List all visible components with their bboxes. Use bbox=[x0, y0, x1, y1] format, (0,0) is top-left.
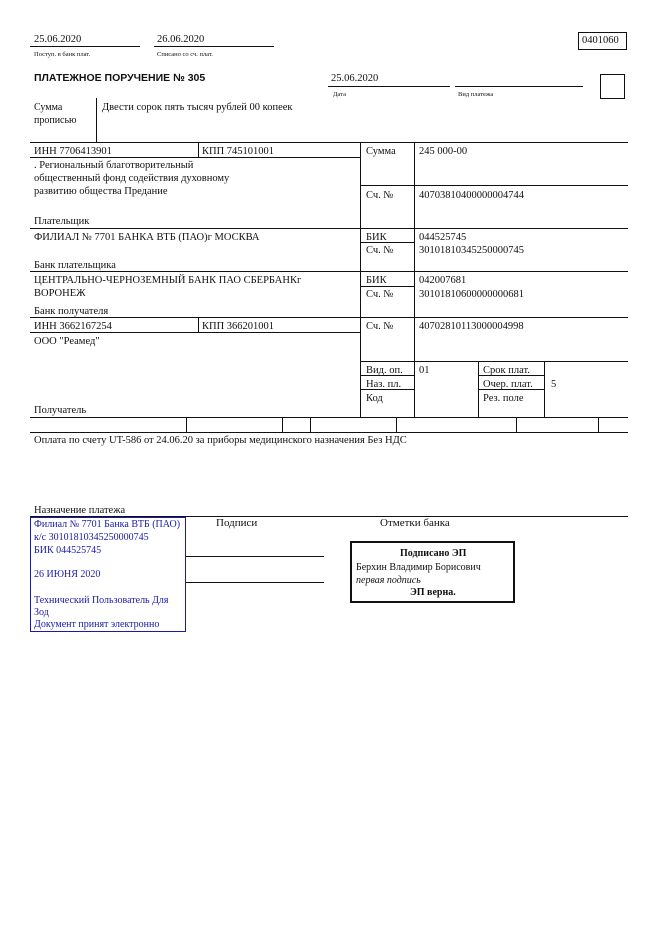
divider bbox=[478, 375, 544, 376]
e-signature-box bbox=[350, 541, 515, 603]
bank-stamp bbox=[30, 517, 186, 632]
payer-account-label: Сч. № bbox=[366, 190, 394, 201]
e-signature-signer: Берхин Владимир Борисович bbox=[356, 562, 481, 573]
page-title: ПЛАТЕЖНОЕ ПОРУЧЕНИЕ № 305 bbox=[34, 72, 206, 84]
divider bbox=[198, 317, 199, 332]
divider bbox=[516, 417, 517, 432]
bank-marks-label: Отметки банка bbox=[380, 517, 450, 529]
payer-bank-label: Банк плательщика bbox=[34, 260, 116, 271]
stamp-line: Зод bbox=[34, 607, 49, 618]
amount-words: Двести сорок пять тысяч рублей 00 копеек bbox=[102, 102, 293, 113]
divider bbox=[360, 242, 414, 243]
divider bbox=[282, 417, 283, 432]
payer-bank-bik: 044525745 bbox=[419, 232, 467, 243]
divider bbox=[360, 361, 628, 362]
sum-value: 245 000-00 bbox=[419, 146, 468, 157]
divider bbox=[30, 157, 360, 158]
recipient-bank-bik: 042007681 bbox=[419, 275, 467, 286]
divider bbox=[455, 86, 583, 87]
divider bbox=[30, 332, 360, 333]
divider bbox=[360, 375, 414, 376]
recipient-bank-name-line: ВОРОНЕЖ bbox=[34, 288, 86, 299]
divider bbox=[414, 142, 415, 417]
divider bbox=[360, 286, 414, 287]
stamp-line: к/с 30101810345250000745 bbox=[34, 532, 149, 543]
divider bbox=[360, 389, 414, 390]
form-code: 0401060 bbox=[582, 35, 619, 46]
divider bbox=[30, 46, 140, 47]
divider bbox=[310, 417, 311, 432]
stamp-line: Документ принят электронно bbox=[34, 619, 160, 630]
recipient-bank-account-label: Сч. № bbox=[366, 289, 394, 300]
recipient-inn: ИНН 3662167254 bbox=[34, 321, 112, 332]
divider bbox=[360, 185, 628, 186]
payer-bank-name: ФИЛИАЛ № 7701 БАНКА ВТБ (ПАО)г МОСКВА bbox=[34, 232, 260, 243]
recipient-bank-label: Банк получателя bbox=[34, 306, 109, 317]
divider bbox=[544, 361, 545, 417]
term-label: Срок плат. bbox=[483, 365, 530, 376]
payer-account: 40703810400000004744 bbox=[419, 190, 524, 201]
e-signature-title: Подписано ЭП bbox=[400, 548, 467, 559]
divider bbox=[30, 228, 628, 229]
code-label: Код bbox=[366, 393, 383, 404]
received-date: 25.06.2020 bbox=[34, 34, 82, 45]
divider bbox=[96, 98, 97, 142]
divider bbox=[30, 432, 628, 433]
e-signature-status: ЭП верна. bbox=[410, 587, 456, 598]
recipient-bank-bik-label: БИК bbox=[366, 275, 387, 286]
order-value: 5 bbox=[551, 379, 557, 390]
divider bbox=[30, 271, 628, 272]
op-type-label: Вид. оп. bbox=[366, 365, 403, 376]
divider bbox=[30, 317, 628, 318]
recipient-name: ООО "Реамед" bbox=[34, 336, 100, 347]
stamp-line: Филиал № 7701 Банка ВТБ (ПАО) bbox=[34, 519, 181, 530]
form-code-box bbox=[578, 32, 627, 50]
divider bbox=[30, 417, 628, 418]
received-label: Поступ. в банк плат. bbox=[34, 51, 91, 58]
date-label: Дата bbox=[333, 91, 346, 98]
divider bbox=[198, 142, 199, 157]
recipient-account: 40702810113000004998 bbox=[419, 321, 524, 332]
signature-line bbox=[186, 582, 324, 583]
recipient-bank-name-line: ЦЕНТРАЛЬНО-ЧЕРНОЗЕМНЫЙ БАНК ПАО СБЕРБАНКг bbox=[34, 275, 302, 286]
payer-bank-account-label: Сч. № bbox=[366, 245, 394, 256]
divider bbox=[598, 417, 599, 432]
purpose-code-label: Наз. пл. bbox=[366, 379, 402, 390]
signatures-label: Подписи bbox=[216, 517, 258, 529]
payer-name-line: общественный фонд содействия духовному bbox=[34, 173, 230, 184]
purpose-label: Назначение платежа bbox=[34, 505, 126, 516]
signature-line bbox=[186, 556, 324, 557]
purpose-text: Оплата по счету UT-586 от 24.06.20 за приборы медицинского назначения Без НДС bbox=[34, 435, 407, 446]
e-signature-role: первая подпись bbox=[356, 575, 421, 586]
op-type: 01 bbox=[419, 365, 430, 376]
recipient-kpp: КПП 366201001 bbox=[202, 321, 275, 332]
amount-words-label: Сумма прописью bbox=[34, 102, 77, 126]
stamp-date: 26 ИЮНЯ 2020 bbox=[34, 569, 101, 580]
divider bbox=[186, 417, 187, 432]
stamp-line: Технический Пользователь Для bbox=[34, 595, 169, 606]
payer-bank-account: 30101810345250000745 bbox=[419, 245, 524, 256]
payment-type-box bbox=[600, 74, 625, 99]
debited-date: 26.06.2020 bbox=[157, 34, 205, 45]
sum-label: Сумма bbox=[366, 146, 396, 157]
divider bbox=[396, 417, 397, 432]
divider bbox=[478, 389, 544, 390]
debited-label: Списано со сч. плат. bbox=[157, 51, 213, 58]
recipient-bank-account: 30101810600000000681 bbox=[419, 289, 524, 300]
payment-type-label: Вид платежа bbox=[458, 91, 494, 98]
divider bbox=[328, 86, 450, 87]
order-label: Очер. плат. bbox=[483, 379, 533, 390]
payer-bank-bik-label: БИК bbox=[366, 232, 387, 243]
recipient-account-label: Сч. № bbox=[366, 321, 394, 332]
recipient-label: Получатель bbox=[34, 405, 87, 416]
reserve-label: Рез. поле bbox=[483, 393, 524, 404]
document-date: 25.06.2020 bbox=[331, 73, 379, 84]
payer-inn: ИНН 7706413901 bbox=[34, 146, 112, 157]
payer-kpp: КПП 745101001 bbox=[202, 146, 275, 157]
divider bbox=[154, 46, 274, 47]
payer-label: Плательщик bbox=[34, 216, 90, 227]
divider bbox=[30, 142, 628, 143]
stamp-line: БИК 044525745 bbox=[34, 545, 102, 556]
payer-name-line: развитию общества Предание bbox=[34, 186, 168, 197]
payer-name-line: . Региональный благотворительный bbox=[34, 160, 194, 171]
